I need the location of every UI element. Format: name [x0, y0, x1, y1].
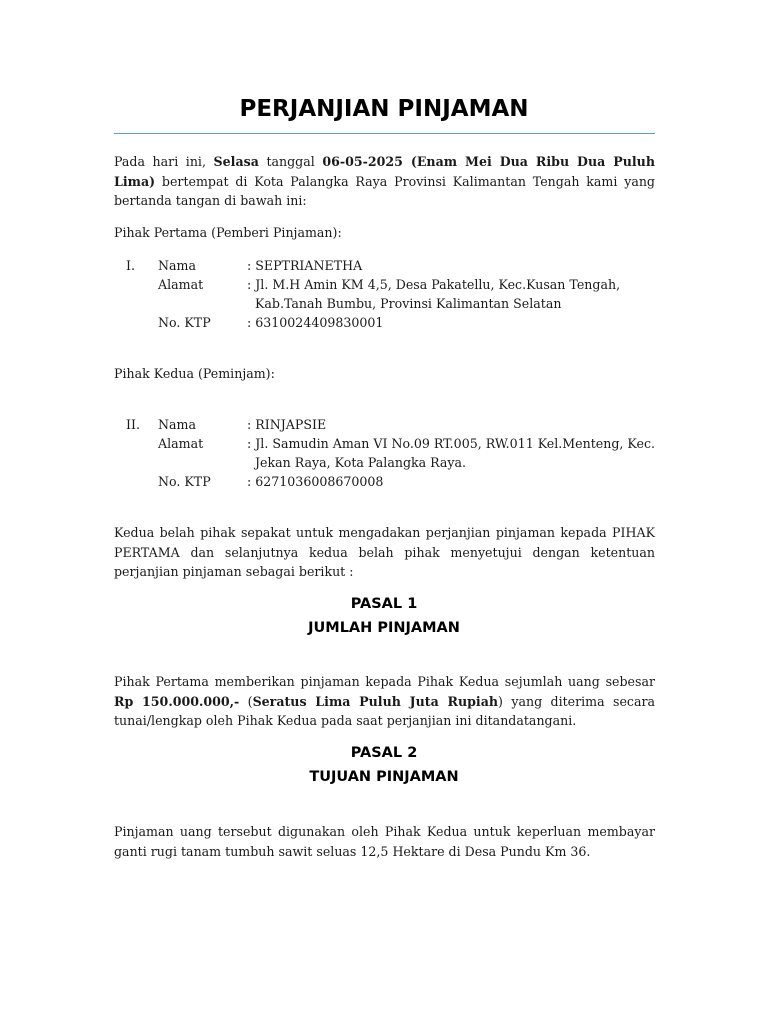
pasal-1-title: JUMLAH PINJAMAN — [308, 620, 460, 636]
pihak-pertama-heading: Pihak Pertama (Pemberi Pinjaman): — [114, 225, 342, 240]
intro-text-3: bertempat di Kota Palangka Raya Provinsi Kalimantan Tengah kami yang bertanda tangan di bawah ini: — [114, 173, 655, 208]
field-label: Alamat — [158, 436, 204, 451]
field-label: Nama — [158, 417, 196, 432]
title-divider — [114, 133, 655, 134]
field-label: No. KTP — [158, 474, 211, 489]
pihak-kedua-heading: Pihak Kedua (Peminjam): — [114, 366, 275, 381]
intro-text-1: Pada hari ini, — [114, 154, 206, 169]
pihak-kedua-row-nama — [114, 415, 655, 434]
pihak-pertama-details — [114, 256, 655, 332]
intro-date: 06-05-2025 (Enam Mei Dua Ribu Dua Puluh Lima) — [114, 154, 655, 189]
pihak-kedua-row-alamat — [114, 434, 655, 472]
field-value: : 6271036008670008 — [247, 474, 384, 489]
pihak-kedua-numeral: II. — [126, 417, 140, 432]
field-value: : 6310024409830001 — [247, 315, 384, 330]
loan-amount-words: Seratus Lima Puluh Juta Rupiah — [252, 693, 499, 709]
pasal-2-number: PASAL 2 — [350, 745, 418, 761]
pihak-kedua-row-ktp — [114, 472, 655, 491]
pihak-pertama-row-ktp — [114, 313, 655, 332]
pihak-pertama-row-nama — [114, 256, 655, 275]
field-value: : SEPTRIANETHA — [247, 258, 363, 273]
pihak-pertama-row-alamat — [114, 275, 655, 313]
field-value: : RINJAPSIE — [247, 417, 327, 432]
agreement-paragraph: Kedua belah pihak sepakat untuk mengadakan perjanjian pinjaman kepada PIHAK PERTAMA dan selanjutnya kedua belah pihak menyetujui dengan ketentuan perjanjian pinjaman sebagai berikut : — [114, 525, 655, 579]
pihak-kedua-details — [114, 415, 655, 491]
intro-paragraph — [114, 152, 655, 211]
pasal-1-text-1: Pihak Pertama memberikan pinjaman kepada Pihak Kedua sejumlah uang sebesar — [114, 674, 655, 689]
intro-text-2: tanggal — [266, 154, 315, 169]
pasal-1-paragraph — [114, 672, 655, 731]
field-label: Alamat — [158, 277, 204, 292]
field-label: No. KTP — [158, 315, 211, 330]
loan-amount: Rp 150.000.000,- — [114, 693, 240, 709]
field-value: : Jl. M.H Amin KM 4,5, Desa Pakatellu, Kec.Kusan Tengah, Kab.Tanah Bumbu, Provinsi Kalimantan Selatan — [247, 277, 621, 311]
pasal-2-paragraph: Pinjaman uang tersebut digunakan oleh Pihak Kedua untuk keperluan membayar ganti rugi tanam tumbuh sawit seluas 12,5 Hektare di Desa Pundu Km 36. — [114, 824, 655, 859]
pasal-2-title: TUJUAN PINJAMAN — [309, 769, 459, 785]
pasal-1-number: PASAL 1 — [350, 596, 418, 612]
document-title: PERJANJIAN PINJAMAN — [239, 96, 529, 122]
intro-day: Selasa — [213, 154, 259, 169]
pasal-1-text-3: ) yang diterima secara tunai/lengkap oleh Pihak Kedua pada saat perjanjian ini ditandatangani. — [114, 693, 655, 728]
pasal-1-text-2: ( — [247, 693, 253, 709]
field-value: : Jl. Samudin Aman VI No.09 RT.005, RW.011 Kel.Menteng, Kec. Jekan Raya, Kota Palangka Raya. — [247, 436, 655, 470]
pihak-pertama-numeral: I. — [126, 258, 135, 273]
field-label: Nama — [158, 258, 196, 273]
